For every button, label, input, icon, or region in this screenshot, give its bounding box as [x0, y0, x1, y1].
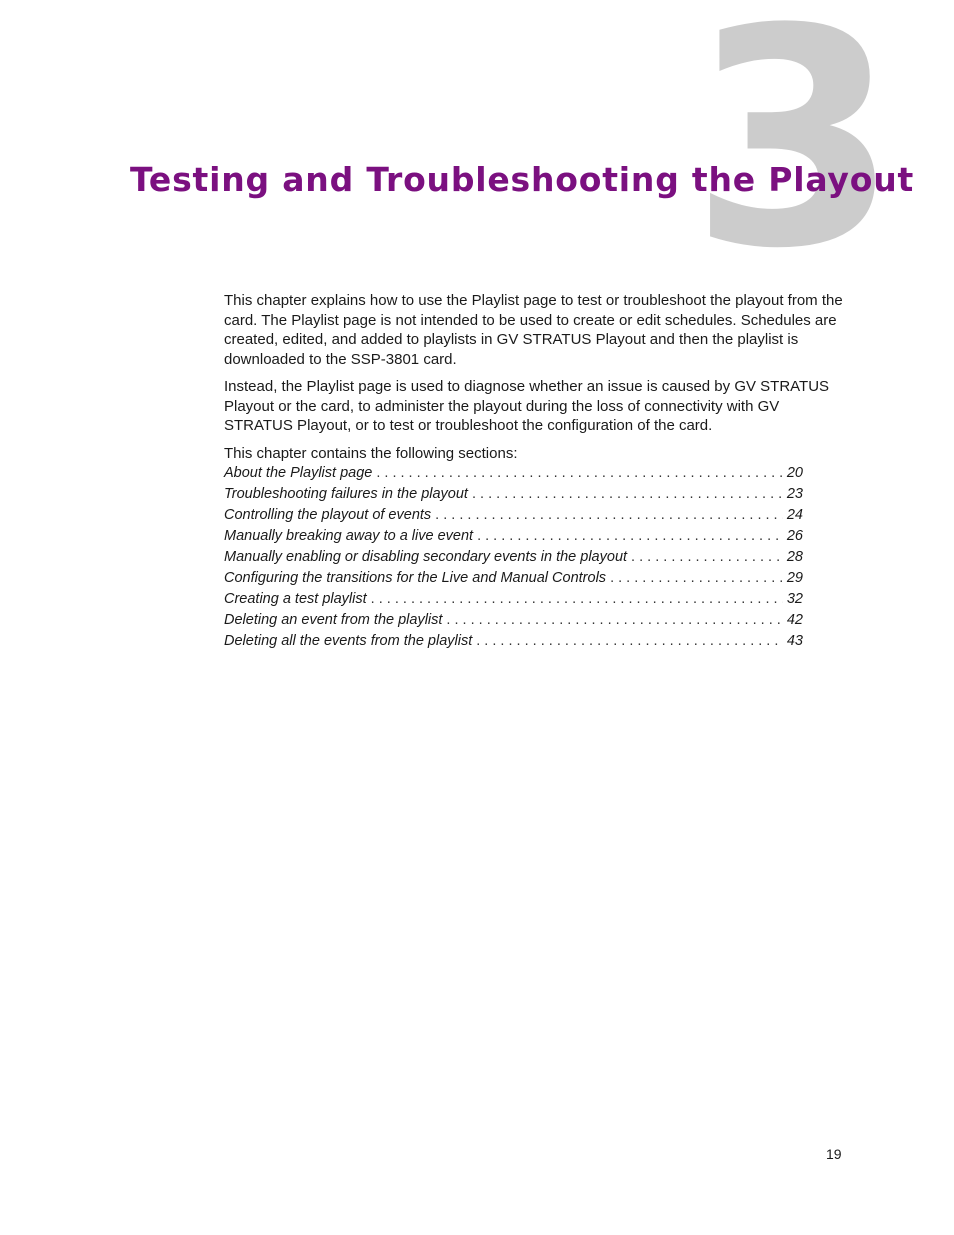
toc-entry-title: Configuring the transitions for the Live and Manual Controls: [224, 570, 607, 586]
intro-paragraph-1: This chapter explains how to use the Playlist page to test or troubleshoot the playout from the card. The Playlist page is not intended to be used to create or edit schedules. Schedules are created, edited, and added to playlists in GV STRATUS Playout and then the playlist is downloaded to the SSP-3801 card.: [224, 292, 843, 368]
toc-entry-page: 26: [786, 528, 803, 544]
toc-entry[interactable]: [224, 507, 803, 528]
toc-entry-title: Deleting all the events from the playlist: [224, 633, 473, 649]
toc-dot-leader: [376, 465, 783, 481]
toc-dot-leader: [477, 528, 783, 544]
toc-entry[interactable]: [224, 633, 803, 654]
toc-entry-page: 24: [786, 507, 803, 523]
toc-entry[interactable]: [224, 549, 803, 570]
intro-paragraph-3: This chapter contains the following sections:: [224, 444, 518, 462]
toc-entry[interactable]: [224, 570, 803, 591]
toc-entry-page: 32: [786, 591, 803, 607]
toc-dot-leader: [371, 591, 783, 607]
toc-entry-page: 42: [786, 612, 803, 628]
toc-dot-leader: [631, 549, 783, 565]
chapter-title: Testing and Troubleshooting the Playout: [130, 160, 915, 199]
toc-entry-page: 28: [786, 549, 803, 565]
toc-entry[interactable]: [224, 486, 803, 507]
toc-dot-leader: [476, 633, 783, 649]
chapter-number: 3: [690, 0, 899, 314]
section-list: [224, 465, 803, 654]
toc-dot-leader: [435, 507, 783, 523]
toc-entry-title: Deleting an event from the playlist: [224, 612, 443, 628]
toc-entry-page: 23: [786, 486, 803, 502]
toc-entry-title: Troubleshooting failures in the playout: [224, 486, 468, 502]
toc-entry-title: About the Playlist page: [224, 465, 373, 481]
toc-entry-title: Manually breaking away to a live event: [224, 528, 474, 544]
toc-dot-leader: [472, 486, 783, 502]
toc-entry-page: 43: [786, 633, 803, 649]
page-number: 19: [826, 1146, 842, 1162]
toc-entry[interactable]: [224, 465, 803, 486]
intro-paragraph-2: Instead, the Playlist page is used to diagnose whether an issue is caused by GV STRATUS Playout or the card, to administer the playout during the loss of connectivity with GV STRATUS Playout, or to test or troubleshoot the configuration of the card.: [224, 378, 830, 434]
toc-entry-title: Manually enabling or disabling secondary events in the playout: [224, 549, 628, 565]
toc-entry-page: 29: [786, 570, 803, 586]
toc-entry[interactable]: [224, 528, 803, 549]
toc-dot-leader: [610, 570, 783, 586]
toc-entry[interactable]: [224, 591, 803, 612]
toc-entry-title: Creating a test playlist: [224, 591, 367, 607]
toc-dot-leader: [446, 612, 782, 628]
toc-entry-page: 20: [786, 465, 803, 481]
toc-entry[interactable]: [224, 612, 803, 633]
intro-text: [224, 291, 849, 471]
toc-entry-title: Controlling the playout of events: [224, 507, 432, 523]
